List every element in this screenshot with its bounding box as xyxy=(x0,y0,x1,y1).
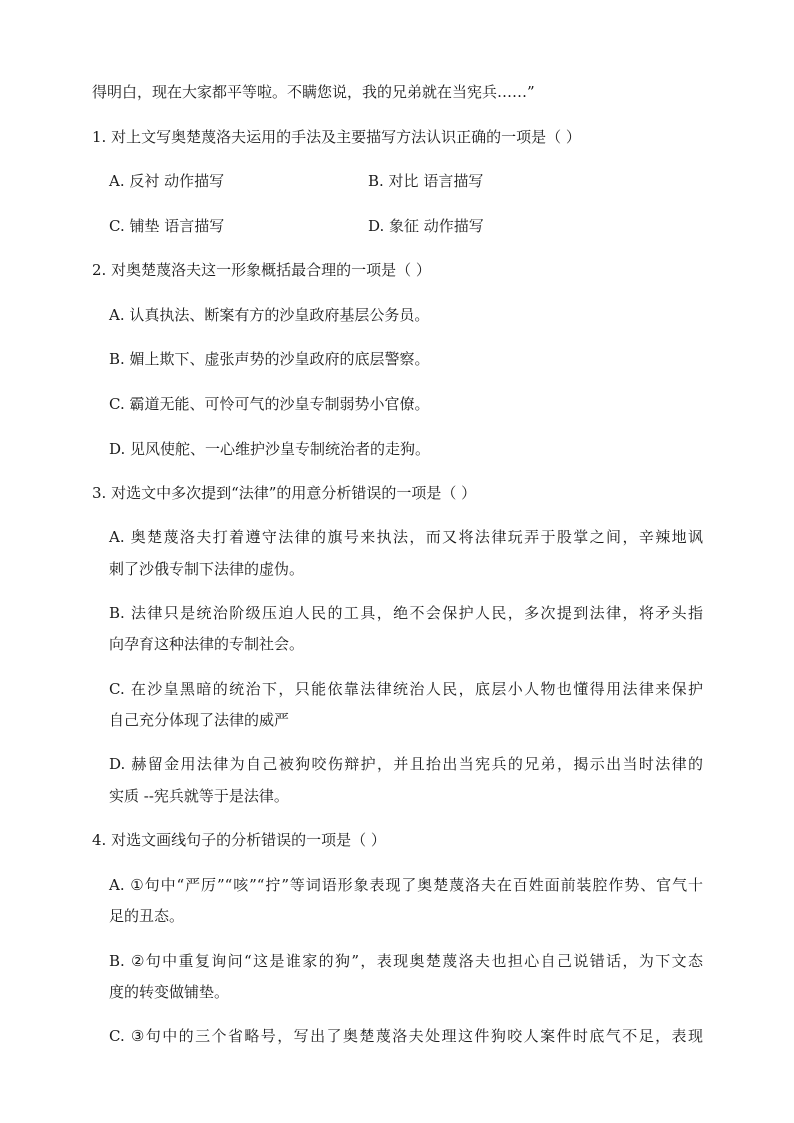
question-4-option-c-line-1: C. ③句中的三个省略号，写出了奥楚蔑洛夫处理这件狗咬人案件时底气不足，表现 xyxy=(109,1027,703,1045)
question-2-option-b: B. 媚上欺下、虚张声势的沙皇政府的底层警察。 xyxy=(109,350,430,368)
question-2-option-c: C. 霸道无能、可怜可气的沙皇专制弱势小官僚。 xyxy=(109,395,430,413)
question-3-option-a-line-2: 刺了沙俄专制下法律的虚伪。 xyxy=(109,560,305,578)
question-4-stem: 4. 对选文画线句子的分析错误的一项是（ ） xyxy=(92,831,386,849)
question-1-option-a: A. 反衬 动作描写 xyxy=(109,172,225,190)
question-3-option-d-line-2: 实质 --宪兵就等于是法律。 xyxy=(109,787,289,805)
question-1-option-b: B. 对比 语言描写 xyxy=(368,172,484,190)
question-3-option-c-line-2: 自己充分体现了法律的威严 xyxy=(109,711,290,729)
question-4-option-a-line-1: A. ①句中“严厉”“咳”“拧”等词语形象表现了奥楚蔑洛夫在百姓面前装腔作势、官气十 xyxy=(109,876,703,894)
question-2-stem: 2. 对奥楚蔑洛夫这一形象概括最合理的一项是（ ） xyxy=(92,261,431,279)
question-4-option-b-line-2: 度的转变做铺垫。 xyxy=(109,983,230,1001)
question-1-option-c: C. 铺垫 语言描写 xyxy=(109,217,225,235)
question-3-option-c-line-1: C. 在沙皇黑暗的统治下，只能依靠法律统治人民，底层小人物也懂得用法律来保护 xyxy=(109,680,703,698)
question-3-stem: 3. 对选文中多次提到“法律”的用意分析错误的一项是（ ） xyxy=(92,484,477,502)
question-3-option-a-line-1: A. 奥楚蔑洛夫打着遵守法律的旗号来执法，而又将法律玩弄于股掌之间，辛辣地讽 xyxy=(109,528,703,546)
question-4-option-b-line-1: B. ②句中重复询问“这是谁家的狗”，表现奥楚蔑洛夫也担心自己说错话，为下文态 xyxy=(109,952,703,970)
question-1-stem: 1. 对上文写奥楚蔑洛夫运用的手法及主要描写方法认识正确的一项是（ ） xyxy=(92,128,581,146)
question-4-option-a-line-2: 足的丑态。 xyxy=(109,907,185,925)
question-3-option-d-line-1: D. 赫留金用法律为自己被狗咬伤辩护，并且抬出当宪兵的兄弟，揭示出当时法律的 xyxy=(109,755,703,773)
question-3-option-b-line-1: B. 法律只是统治阶级压迫人民的工具，绝不会保护人民，多次提到法律，将矛头指 xyxy=(109,604,703,622)
question-1-option-d: D. 象征 动作描写 xyxy=(368,217,484,235)
question-2-option-d: D. 见风使舵、一心维护沙皇专制统治者的走狗。 xyxy=(109,440,431,458)
intro-line: 得明白，现在大家都平等啦。不瞒您说，我的兄弟就在当宪兵……” xyxy=(92,83,535,101)
question-3-option-b-line-2: 向孕育这种法律的专制社会。 xyxy=(109,635,305,653)
question-2-option-a: A. 认真执法、断案有方的沙皇政府基层公务员。 xyxy=(109,306,430,324)
